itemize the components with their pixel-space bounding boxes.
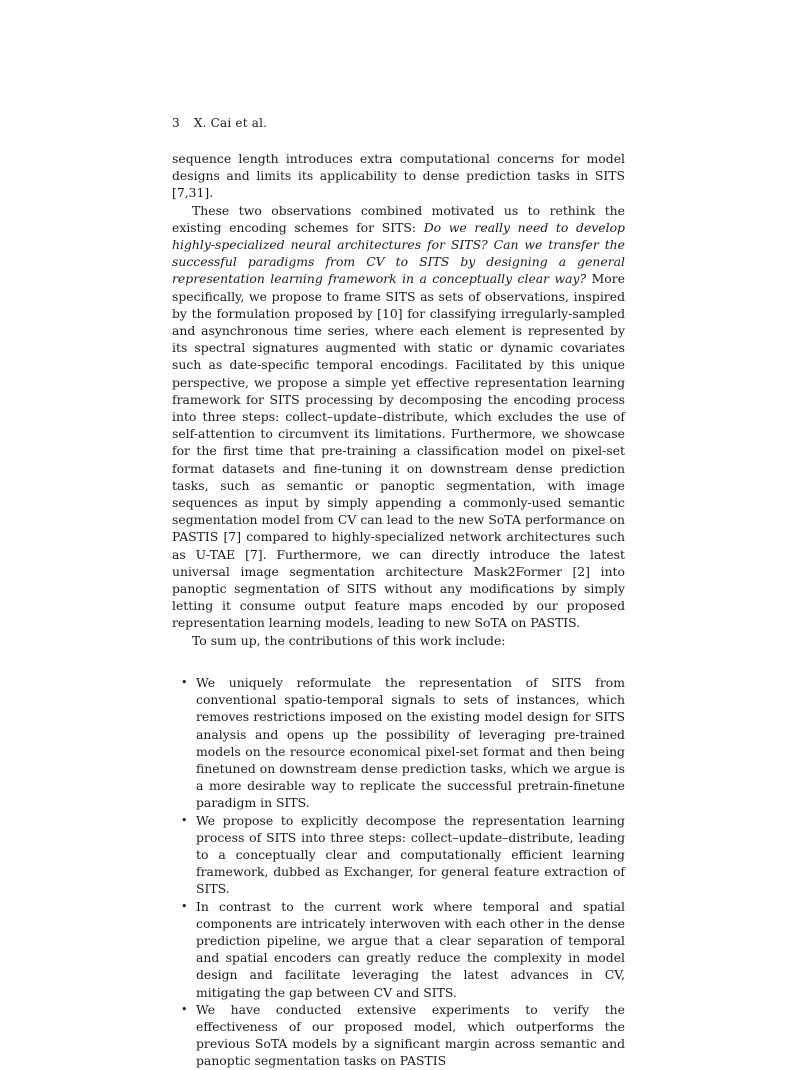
list-item (172, 674, 625, 812)
paragraph-2-rest: More specifically, we propose to frame SITS as sets of observations, inspired by the formulation proposed by [10] for classifying irregularly-sampled and asynchronous time series, where each element is represented by its spectral signatures augmented with static or dynamic covariates such as date-specific temporal encodings. Facilitated by this unique perspective, we propose a simple yet effective representation learning framework for SITS processing by decomposing the encoding process into three steps: collect–update–distribute, which excludes the use of self-attention to circumvent its limitations. Furthermore, we showcase for the first time that pre-training a classification model on pixel-set format datasets and fine-tuning it on downstream dense prediction tasks, such as semantic or panoptic segmentation, with image sequences as input by simply appending a commonly-used semantic segmentation model from CV can lead to the new SoTA performance on PASTIS [7] compared to highly-specialized network architectures such as U-TAE [7]. Furthermore, we can directly introduce the latest universal image segmentation architecture Mask2Former [2] into panoptic segmentation of SITS without any modifications by simply letting it consume output feature maps encoded by our proposed representation learning models, leading to new SoTA on PASTIS. (172, 271, 625, 631)
bullet-icon: • (181, 813, 188, 827)
research-question: Do we really need to develop highly-specialized neural architectures for SITS? Can we transfer the successful paradigms from CV to SITS by designing a general representation learning framework in a conceptually clear way? (172, 219, 625, 287)
paragraph-3: To sum up, the contributions of this work include: (192, 632, 506, 648)
running-header-authors: X. Cai et al. (193, 116, 268, 130)
bullet-icon: • (181, 899, 188, 913)
page-body (172, 150, 625, 1070)
running-header (172, 116, 267, 130)
list-item (172, 898, 625, 1001)
list-item-text: We uniquely reformulate the representation of SITS from conventional spatio-temporal signals to sets of instances, which removes restrictions imposed on the existing model design for SITS analysis and opens up the possibility of leveraging pre-trained models on the resource economical pixel-set format and then being finetuned on downstream dense prediction tasks, which we argue is a more desirable way to replicate the successful pretrain-finetune paradigm in SITS. (196, 674, 625, 811)
page-number: 3 (172, 116, 180, 130)
contributions-list (172, 674, 625, 1070)
list-item (172, 812, 625, 898)
paragraph-2-intro: These two observations combined motivated us to rethink the existing encoding schemes for SITS: (172, 202, 625, 235)
bullet-icon: • (181, 1002, 188, 1016)
paragraph-1: sequence length introduces extra computational concerns for model designs and limits its applicability to dense prediction tasks in SITS [7,31]. (172, 151, 625, 201)
list-item-text: We propose to explicitly decompose the representation learning process of SITS into three steps: collect–update–distribute, leading to a conceptually clear and computationally efficient learning framework, dubbed as Exchanger, for general feature extraction of SITS. (196, 812, 625, 897)
list-item-text: In contrast to the current work where temporal and spatial components are intricately interwoven with each other in the dense prediction pipeline, we argue that a clear separation of temporal and spatial encoders can greatly reduce the complexity in model design and facilitate leveraging the latest advances in CV, mitigating the gap between CV and SITS. (196, 898, 625, 1000)
bullet-icon: • (181, 675, 188, 689)
paragraph-2 (172, 202, 625, 632)
list-item (172, 1001, 625, 1070)
list-item-text: We have conducted extensive experiments to verify the effectiveness of our proposed model, which outperforms the previous SoTA models by a significant margin across semantic and panoptic segmentation tasks on PASTIS (196, 1001, 625, 1069)
